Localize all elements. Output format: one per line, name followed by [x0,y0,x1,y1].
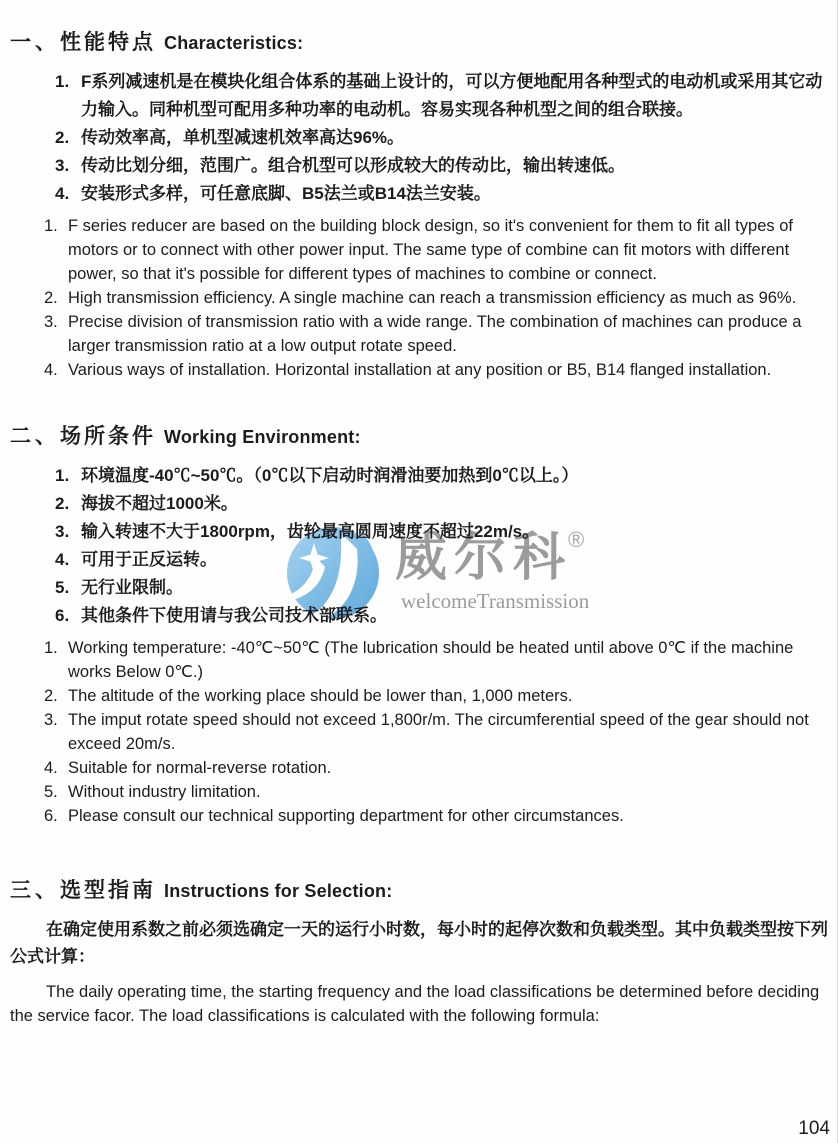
item-text: Please consult our technical supporting department for other circumstances. [68,807,624,825]
item-text: F series reducer are based on the building block design, so it's convenient for them to fit all types of motors or to connect with other power input. The same type of combine can fit motors with different power, so that it's possible for different types of machines to combine or connect. [68,217,793,283]
section-marker: 三、 [10,879,60,902]
section-marker: 一、 [10,31,60,54]
list-item [55,518,828,546]
item-text: Suitable for normal-reverse rotation. [68,759,332,777]
item-text: Working temperature: -40℃~50℃ (The lubrication should be heated until above 0℃ if the machine works Below 0℃.) [68,639,794,681]
list-item [44,214,828,286]
section-working-environment-header [10,420,828,450]
list-item [44,684,828,708]
item-number: 6. [44,807,58,825]
list-item [55,68,828,124]
item-number: 3. [44,313,58,331]
item-text: Without industry limitation. [68,783,261,801]
item-number: 3. [55,522,70,541]
list-item [44,358,828,382]
paragraph-en: The daily operating time, the starting frequency and the load classifications be determined before deciding the service facor. The load classifications is calculated with the following formula: [10,983,820,1025]
list-item [55,546,828,574]
item-number: 1. [55,466,70,485]
list-item [44,804,828,828]
item-text: F系列减速机是在模块化组合体系的基础上设计的，可以方便地配用各种型式的电动机或采用其它动力输入。同种机型可配用多种功率的电动机。容易实现各种机型之间的组合联接。 [81,72,823,119]
list-item [44,780,828,804]
item-text: 传动比划分细，范围广。组合机型可以形成较大的传动比，输出转速低。 [81,156,625,175]
section-title-en: Characteristics: [164,33,304,53]
item-number: 3. [55,156,70,175]
item-number: 6. [55,606,70,625]
list-zh [55,462,828,630]
item-text: Various ways of installation. Horizontal installation at any position or B5, B14 flanged installation. [68,361,772,379]
section-working-environment [10,420,828,828]
item-text: 环境温度-40℃~50℃。（0℃以下启动时润滑油要加热到0℃以上。） [81,466,579,485]
item-number: 3. [44,711,58,729]
item-number: 1. [55,72,70,91]
list-en [44,636,828,828]
item-number: 4. [44,759,58,777]
list-item [44,708,828,756]
item-number: 5. [55,578,70,597]
section-title-zh: 选型指南 [60,879,156,902]
item-number: 2. [44,687,58,705]
brand-tagline: welcomeTransmission [401,589,590,613]
page-number: 104 [798,1118,830,1139]
list-item [55,462,828,490]
section-marker: 二、 [10,425,60,448]
list-item [55,602,828,630]
list-item [55,152,828,180]
item-text: High transmission efficiency. A single machine can reach a transmission efficiency as much as 96%. [68,289,797,307]
item-number: 5. [44,783,58,801]
item-text: The altitude of the working place should be lower than, 1,000 meters. [68,687,573,705]
item-text: Precise division of transmission ratio with a wide range. The combination of machines can produce a larger transmission ratio at a low output rotate speed. [68,313,802,355]
item-number: 2. [55,494,70,513]
list-en [44,214,828,382]
item-number: 2. [55,128,70,147]
list-zh [55,68,828,208]
list-item [55,180,828,208]
list-item [55,490,828,518]
list-item [55,574,828,602]
section-title-en: Working Environment: [164,427,361,447]
section-title-en: Instructions for Selection: [164,881,393,901]
brand-text: 威尔科 [395,529,573,587]
item-number: 1. [44,217,58,235]
item-text: 无行业限制。 [81,578,183,597]
item-text: 可用于正反运转。 [81,550,217,569]
section-characteristics [10,26,828,382]
registered-mark: ® [568,527,585,552]
item-text: The imput rotate speed should not exceed 1,800r/m. The circumferential speed of the gear should not exceed 20m/s. [68,711,809,753]
item-number: 1. [44,639,58,657]
item-number: 4. [44,361,58,379]
item-text: 输入转速不大于1800rpm，齿轮最高圆周速度不超过22m/s。 [81,522,540,541]
list-item [44,310,828,358]
list-item [44,756,828,780]
section-characteristics-header [10,26,828,56]
section-instructions-for-selection [10,874,828,1028]
section-title-zh: 场所条件 [60,425,156,448]
item-text: 安装形式多样，可任意底脚、B5法兰或B14法兰安装。 [81,184,491,203]
list-item [44,286,828,310]
section-instructions-header [10,874,828,904]
list-item [55,124,828,152]
list-item [44,636,828,684]
item-number: 2. [44,289,58,307]
item-text: 海拔不超过1000米。 [81,494,238,513]
item-number: 4. [55,550,70,569]
paragraph-zh: 在确定使用系数之前必须选确定一天的运行小时数，每小时的起停次数和负载类型。其中负载类型按下列公式计算： [10,920,828,966]
section-title-zh: 性能特点 [60,31,156,54]
item-text: 传动效率高，单机型减速机效率高达96%。 [81,128,405,147]
item-number: 4. [55,184,70,203]
item-text: 其他条件下使用请与我公司技术部联系。 [81,606,387,625]
